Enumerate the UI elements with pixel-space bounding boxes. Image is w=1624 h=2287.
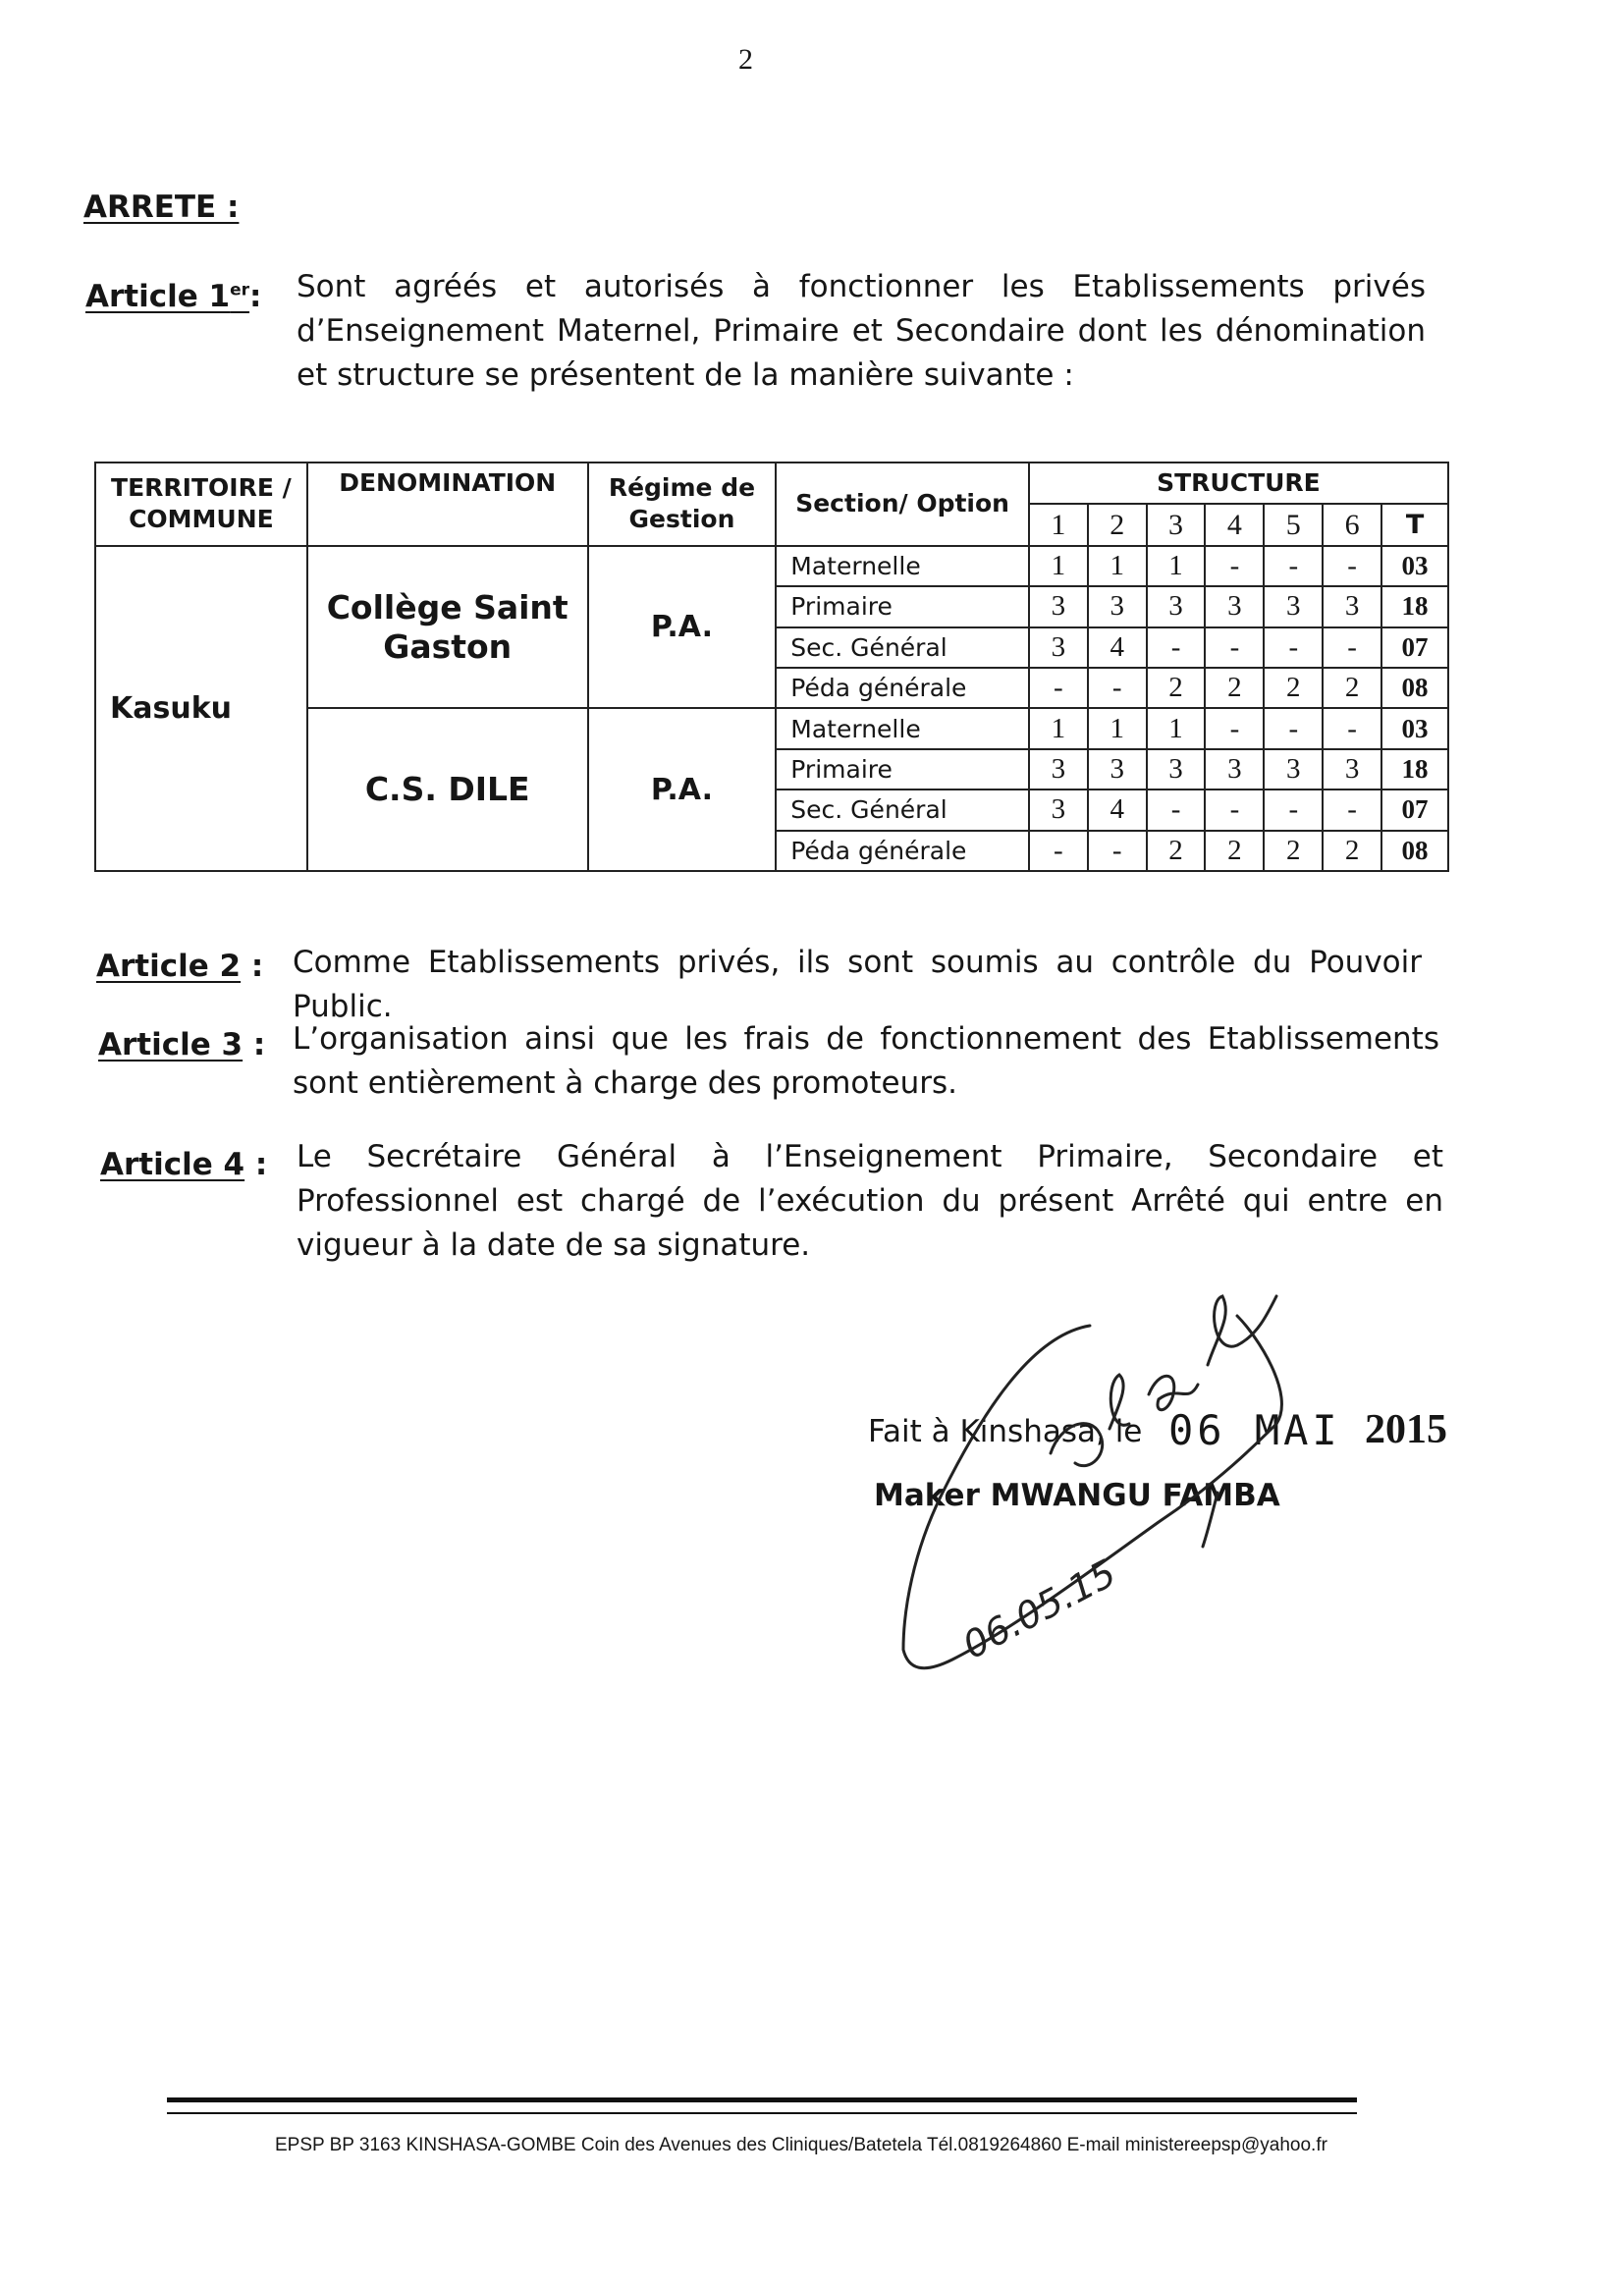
- value-cell: -: [1264, 546, 1323, 586]
- signature-stamp-date: 06 MAI: [1168, 1406, 1341, 1454]
- value-cell: -: [1147, 790, 1206, 830]
- header-year-2: 2: [1088, 504, 1147, 545]
- table-row: [95, 546, 1448, 586]
- arrete-heading: ARRETE :: [83, 190, 240, 225]
- school-name: Collège Saint Gaston: [307, 546, 588, 709]
- signatory-name: Maker MWANGU FAMBA: [874, 1478, 1280, 1513]
- value-cell: -: [1323, 627, 1381, 668]
- page-number: 2: [738, 43, 753, 76]
- section-cell: Primaire: [776, 586, 1029, 626]
- value-cell: 3: [1088, 749, 1147, 790]
- value-cell: 3: [1323, 586, 1381, 626]
- header-regime: Régime de Gestion: [588, 463, 777, 546]
- value-cell: -: [1205, 790, 1264, 830]
- value-cell: -: [1323, 708, 1381, 748]
- value-cell: 3: [1029, 627, 1088, 668]
- value-cell: 1: [1088, 546, 1147, 586]
- article-3-label: Article 3 :: [98, 1027, 266, 1062]
- value-cell: -: [1264, 627, 1323, 668]
- article-1-title: Article 1er: [85, 279, 250, 314]
- value-cell: 2: [1323, 831, 1381, 871]
- value-cell: 3: [1029, 749, 1088, 790]
- total-cell: 03: [1381, 546, 1448, 586]
- handwritten-signature: [864, 1277, 1375, 1689]
- header-year-6: 6: [1323, 504, 1381, 545]
- signature-stamp-year: 2015: [1365, 1407, 1447, 1452]
- value-cell: 3: [1029, 586, 1088, 626]
- value-cell: 3: [1264, 749, 1323, 790]
- value-cell: 3: [1205, 586, 1264, 626]
- value-cell: -: [1147, 627, 1206, 668]
- value-cell: -: [1205, 546, 1264, 586]
- value-cell: -: [1088, 831, 1147, 871]
- total-cell: 08: [1381, 831, 1448, 871]
- header-territoire: TERRITOIRE / COMMUNE: [95, 463, 307, 546]
- footer-text: EPSP BP 3163 KINSHASA-GOMBE Coin des Avenues des Cliniques/Batetela Tél.0819264860 E-mail ministereepsp@yahoo.fr: [275, 2135, 1327, 2155]
- article-1-text: Sont agréés et autorisés à fonctionner les Etablissements privés d’Enseignement Maternel, Primaire et Secondaire dont les dénomination et structure se présentent de la manière suivante :: [297, 269, 1426, 393]
- section-cell: Primaire: [776, 749, 1029, 790]
- total-cell: 18: [1381, 586, 1448, 626]
- value-cell: 2: [1205, 831, 1264, 871]
- value-cell: -: [1029, 668, 1088, 708]
- header-section: Section/ Option: [776, 463, 1029, 546]
- value-cell: -: [1323, 790, 1381, 830]
- value-cell: 1: [1029, 708, 1088, 748]
- value-cell: 2: [1205, 668, 1264, 708]
- value-cell: 4: [1088, 627, 1147, 668]
- article-1-label: Article 1er:: [85, 279, 262, 314]
- value-cell: 2: [1264, 668, 1323, 708]
- value-cell: 1: [1029, 546, 1088, 586]
- value-cell: 2: [1264, 831, 1323, 871]
- value-cell: 3: [1029, 790, 1088, 830]
- value-cell: -: [1029, 831, 1088, 871]
- total-cell: 07: [1381, 790, 1448, 830]
- section-cell: Maternelle: [776, 708, 1029, 748]
- handwritten-date: 06.05.15: [955, 1551, 1123, 1667]
- value-cell: 3: [1147, 749, 1206, 790]
- value-cell: 4: [1088, 790, 1147, 830]
- school-regime: P.A.: [588, 708, 777, 871]
- header-year-5: 5: [1264, 504, 1323, 545]
- header-year-4: 4: [1205, 504, 1264, 545]
- footer-rule: [167, 2097, 1357, 2114]
- value-cell: 1: [1088, 708, 1147, 748]
- section-cell: Maternelle: [776, 546, 1029, 586]
- structure-table: [94, 462, 1449, 872]
- article-3-text: L’organisation ainsi que les frais de fonctionnement des Etablissements sont entièrement à charge des promoteurs.: [293, 1021, 1439, 1101]
- header-year-1: 1: [1029, 504, 1088, 545]
- article-2-label: Article 2 :: [96, 949, 264, 984]
- value-cell: -: [1323, 546, 1381, 586]
- value-cell: -: [1264, 790, 1323, 830]
- article-4-text: Le Secrétaire Général à l’Enseignement Primaire, Secondaire et Professionnel est chargé de l’exécution du présent Arrêté qui entre en vigueur à la date de sa signature.: [297, 1139, 1443, 1263]
- value-cell: 2: [1147, 831, 1206, 871]
- value-cell: -: [1205, 708, 1264, 748]
- value-cell: 3: [1147, 586, 1206, 626]
- territoire-cell: Kasuku: [95, 546, 307, 871]
- value-cell: -: [1088, 668, 1147, 708]
- value-cell: 1: [1147, 708, 1206, 748]
- section-cell: Sec. Général: [776, 790, 1029, 830]
- article-4-label: Article 4 :: [100, 1147, 268, 1182]
- header-structure: STRUCTURE: [1029, 463, 1448, 504]
- total-cell: 07: [1381, 627, 1448, 668]
- section-cell: Péda générale: [776, 831, 1029, 871]
- article-2-text: Comme Etablissements privés, ils sont soumis au contrôle du Pouvoir Public.: [293, 945, 1422, 1024]
- value-cell: 3: [1323, 749, 1381, 790]
- header-year-3: 3: [1147, 504, 1206, 545]
- header-total: T: [1381, 504, 1448, 545]
- section-cell: Péda générale: [776, 668, 1029, 708]
- school-regime: P.A.: [588, 546, 777, 709]
- total-cell: 18: [1381, 749, 1448, 790]
- value-cell: 3: [1088, 586, 1147, 626]
- value-cell: 3: [1205, 749, 1264, 790]
- value-cell: -: [1205, 627, 1264, 668]
- value-cell: 3: [1264, 586, 1323, 626]
- total-cell: 03: [1381, 708, 1448, 748]
- value-cell: 2: [1323, 668, 1381, 708]
- header-denomination: DENOMINATION: [307, 463, 588, 546]
- value-cell: -: [1264, 708, 1323, 748]
- school-name: C.S. DILE: [307, 708, 588, 871]
- section-cell: Sec. Général: [776, 627, 1029, 668]
- value-cell: 2: [1147, 668, 1206, 708]
- total-cell: 08: [1381, 668, 1448, 708]
- value-cell: 1: [1147, 546, 1206, 586]
- signature-place: Fait à Kinshasa, le: [868, 1414, 1143, 1449]
